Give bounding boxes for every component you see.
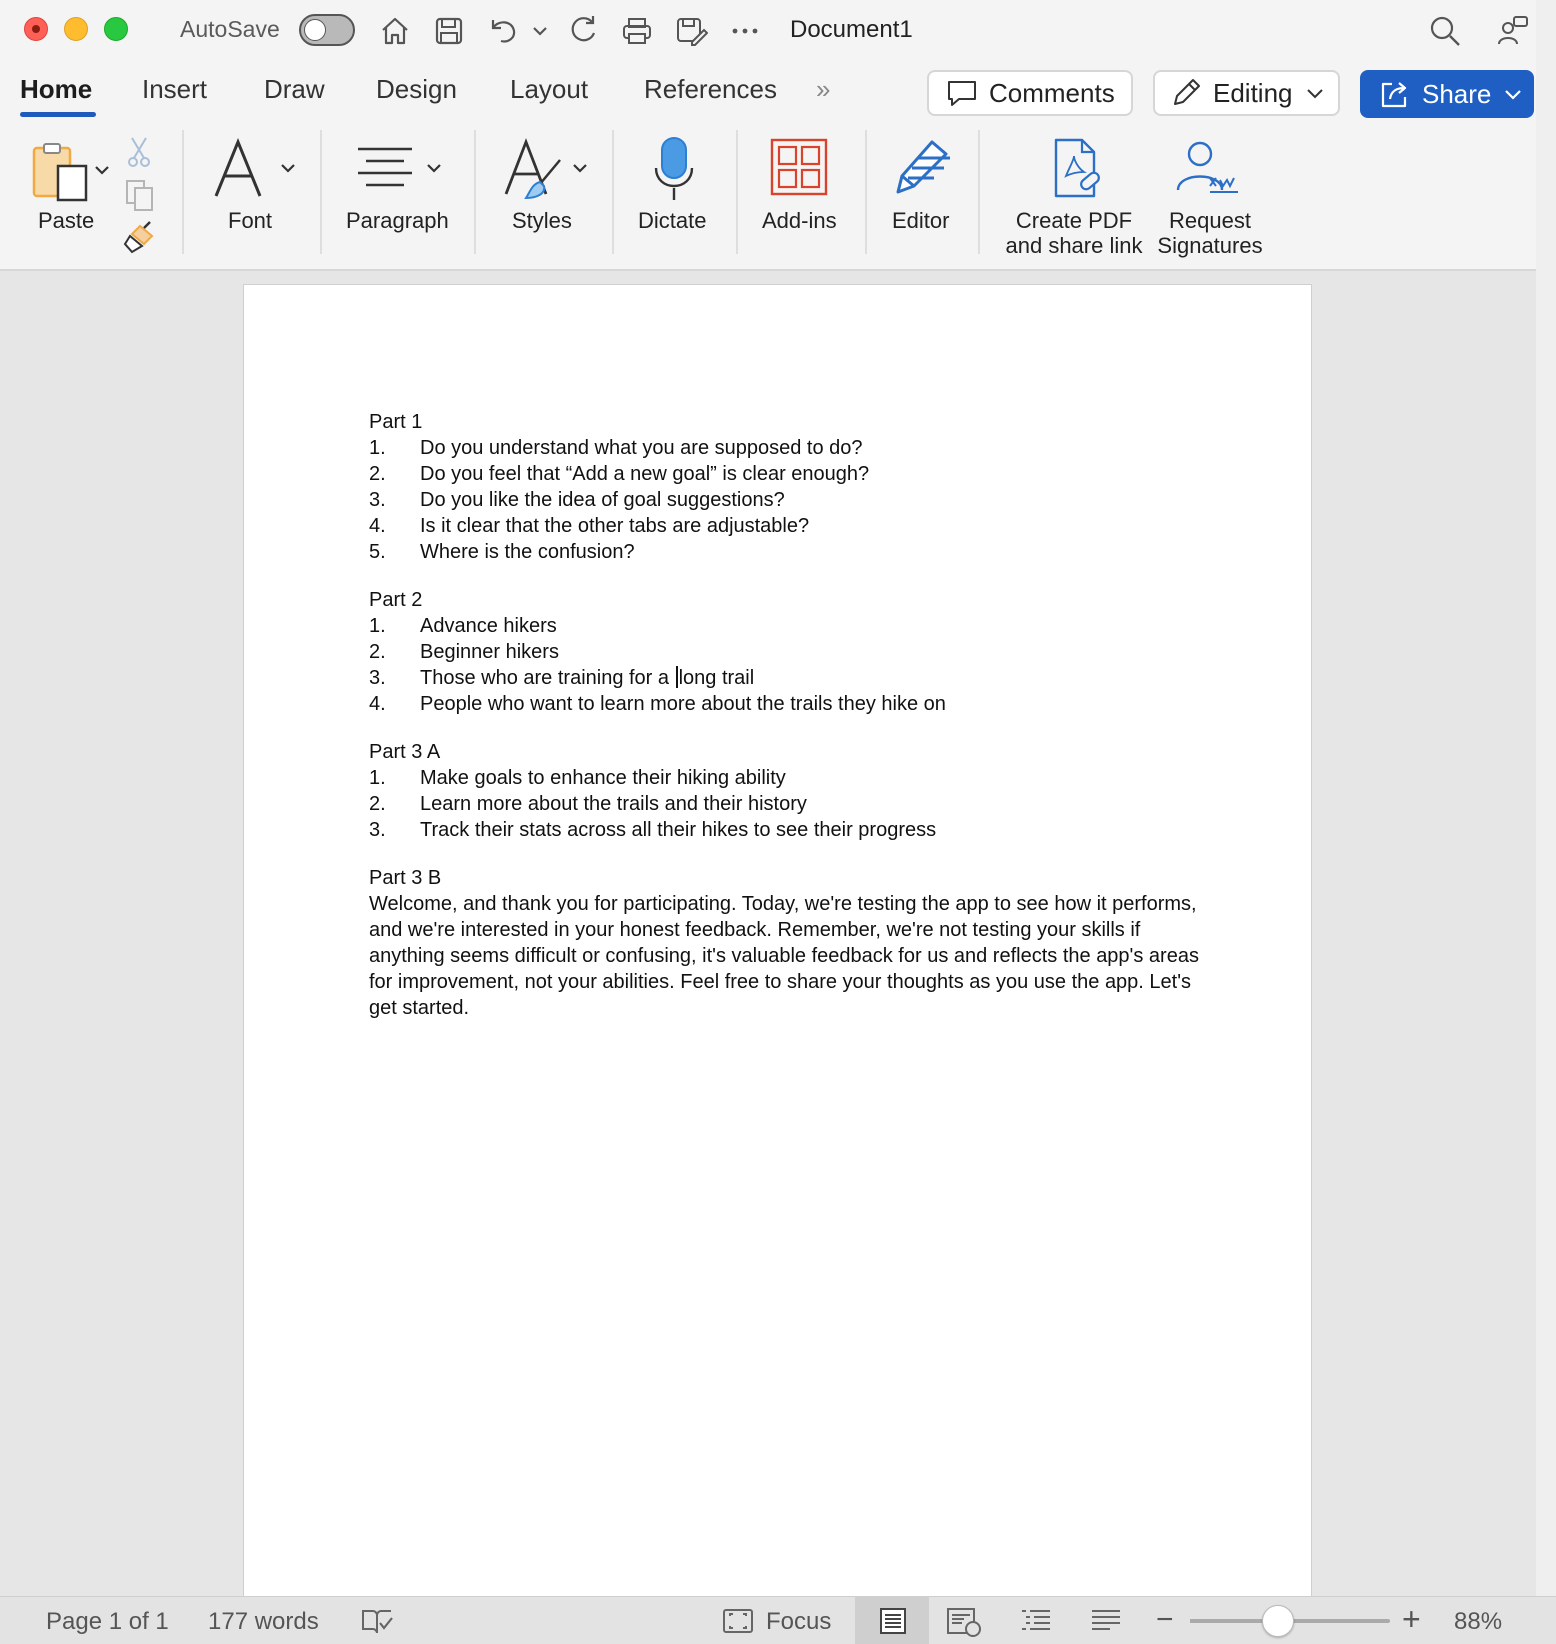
zoom-out-button[interactable]: − bbox=[1156, 1603, 1174, 1636]
list-item bbox=[369, 691, 1199, 717]
page-count[interactable]: Page 1 of 1 bbox=[46, 1608, 169, 1635]
proofing-book-icon[interactable] bbox=[360, 1607, 394, 1635]
list-number: 2. bbox=[369, 641, 386, 663]
list-text: Beginner hikers bbox=[420, 641, 559, 663]
request-signatures-line1: Request bbox=[1169, 208, 1251, 233]
list-item bbox=[369, 487, 1199, 513]
list-number: 2. bbox=[369, 463, 386, 485]
ribbon-separator bbox=[736, 130, 738, 254]
create-pdf-label bbox=[1004, 208, 1144, 258]
list-text: Do you feel that “Add a new goal” is clear enough? bbox=[420, 463, 870, 485]
comments-label: Comments bbox=[989, 77, 1115, 108]
request-signatures-label bbox=[1152, 208, 1268, 258]
comments-button[interactable] bbox=[927, 70, 1133, 116]
part-1-heading: Part 1 bbox=[369, 411, 423, 433]
pencil-icon bbox=[1169, 77, 1203, 109]
create-pdf-label-line1: Create PDF bbox=[1015, 208, 1133, 233]
add-ins-label: Add-ins bbox=[762, 208, 837, 233]
list-text: Learn more about the trails and their history bbox=[420, 793, 807, 815]
create-pdf-label-line2: and share link bbox=[1005, 233, 1143, 258]
list-number: 4. bbox=[369, 693, 386, 715]
list-text: Is it clear that the other tabs are adjustable? bbox=[420, 515, 810, 537]
document-page[interactable] bbox=[243, 284, 1312, 1624]
print-icon[interactable] bbox=[620, 14, 654, 48]
chevron-down-icon bbox=[1503, 84, 1523, 104]
tab-layout[interactable]: Layout bbox=[510, 74, 589, 104]
part-3a-heading: Part 3 A bbox=[369, 741, 441, 763]
editor-label: Editor bbox=[892, 208, 950, 233]
share-label: Share bbox=[1422, 78, 1492, 109]
zoom-slider[interactable] bbox=[1190, 1619, 1390, 1623]
part-3b-paragraph: Welcome, and thank you for participating. Today, we're testing the app to see how it performs, and we're interested in your honest feedback. Remember, we're not testing your skills if anything seems difficult or confusing, it's valuable feedback for us and reflects the app's areas for improvement, not your abilities. Feel free to share your thoughts as you use the app. Let's get started. bbox=[369, 893, 1199, 1019]
list-item bbox=[369, 765, 1199, 791]
zoom-in-button[interactable]: + bbox=[1402, 1601, 1421, 1637]
ribbon-separator bbox=[865, 130, 867, 254]
print-layout-icon bbox=[879, 1607, 907, 1635]
undo-icon[interactable] bbox=[486, 14, 520, 48]
ribbon-separator bbox=[182, 130, 184, 254]
list-item bbox=[369, 791, 1199, 817]
share-button[interactable] bbox=[1360, 70, 1534, 118]
list-item bbox=[369, 665, 1199, 691]
document-canvas bbox=[0, 271, 1556, 1596]
print-layout-view-button[interactable] bbox=[855, 1597, 929, 1644]
zoom-level[interactable]: 88% bbox=[1454, 1608, 1503, 1635]
part-2-heading: Part 2 bbox=[369, 589, 423, 611]
autosave-toggle[interactable] bbox=[299, 14, 355, 46]
list-text: Do you like the idea of goal suggestions? bbox=[420, 489, 785, 511]
list-number: 1. bbox=[369, 615, 386, 637]
more-tabs-chevron-icon[interactable]: » bbox=[816, 74, 831, 104]
list-number: 1. bbox=[369, 437, 386, 459]
autosave-label: AutoSave bbox=[180, 16, 280, 42]
search-icon[interactable] bbox=[1428, 14, 1462, 48]
document-title: Document1 bbox=[790, 16, 913, 43]
tab-insert[interactable]: Insert bbox=[142, 74, 208, 104]
list-text: Make goals to enhance their hiking ability bbox=[420, 767, 786, 789]
paragraph-align-icon[interactable] bbox=[356, 146, 414, 190]
ribbon-separator bbox=[320, 130, 322, 254]
toggle-knob bbox=[304, 19, 326, 41]
list-text bbox=[420, 665, 754, 691]
editing-mode-button[interactable] bbox=[1153, 70, 1340, 116]
list-item bbox=[369, 817, 1199, 843]
paste-label: Paste bbox=[38, 208, 95, 233]
list-text: Where is the confusion? bbox=[420, 541, 635, 563]
list-number: 3. bbox=[369, 489, 386, 511]
zoom-slider-knob[interactable] bbox=[1262, 1605, 1294, 1637]
list-item bbox=[369, 513, 1199, 539]
paste-icon[interactable] bbox=[30, 140, 90, 204]
focus-label[interactable]: Focus bbox=[766, 1608, 832, 1635]
ribbon-home bbox=[0, 128, 1556, 271]
list-text: Advance hikers bbox=[420, 615, 557, 637]
undo-dropdown-chevron-down-icon[interactable] bbox=[530, 14, 550, 48]
list-text: Do you understand what you are supposed to do? bbox=[420, 437, 863, 459]
format-painter-icon[interactable] bbox=[122, 220, 158, 256]
more-options-icon[interactable] bbox=[728, 14, 762, 48]
vertical-scrollbar[interactable] bbox=[1536, 0, 1556, 1644]
list-text: People who want to learn more about the trails they hike on bbox=[420, 693, 946, 715]
redo-icon[interactable] bbox=[566, 14, 600, 48]
styles-label: Styles bbox=[512, 208, 572, 233]
copy-icon[interactable] bbox=[124, 178, 156, 212]
status-bar bbox=[0, 1596, 1556, 1644]
font-label: Font bbox=[228, 208, 273, 233]
list-text-after-cursor: long trail bbox=[678, 667, 755, 689]
tab-home[interactable]: Home bbox=[20, 74, 93, 104]
ribbon-separator bbox=[978, 130, 980, 254]
list-item bbox=[369, 435, 1199, 461]
styles-icon[interactable] bbox=[502, 138, 570, 202]
focus-mode-icon[interactable] bbox=[722, 1607, 754, 1635]
cut-icon[interactable] bbox=[126, 136, 152, 168]
dictate-label: Dictate bbox=[638, 208, 707, 233]
list-item bbox=[369, 639, 1199, 665]
request-signatures-line2: Signatures bbox=[1157, 233, 1263, 258]
microphone-icon[interactable] bbox=[652, 136, 696, 202]
font-icon[interactable] bbox=[212, 138, 268, 200]
list-number: 3. bbox=[369, 667, 386, 689]
editor-icon[interactable] bbox=[888, 136, 954, 200]
request-signatures-icon[interactable] bbox=[1176, 140, 1242, 196]
tab-design[interactable]: Design bbox=[376, 74, 457, 104]
maximize-window-button[interactable] bbox=[104, 17, 128, 41]
save-icon[interactable] bbox=[432, 14, 466, 48]
part-2-section bbox=[369, 587, 1199, 717]
list-number: 2. bbox=[369, 793, 386, 815]
list-item bbox=[369, 539, 1199, 565]
list-number: 5. bbox=[369, 541, 386, 563]
draft-view-icon[interactable] bbox=[1090, 1607, 1122, 1635]
styles-chevron-down-icon[interactable] bbox=[570, 158, 590, 178]
paragraph-chevron-down-icon[interactable] bbox=[424, 158, 444, 178]
save-as-icon[interactable] bbox=[674, 14, 708, 48]
font-chevron-down-icon[interactable] bbox=[278, 158, 298, 178]
account-icon[interactable] bbox=[1496, 14, 1530, 48]
list-number: 1. bbox=[369, 767, 386, 789]
ribbon-separator bbox=[612, 130, 614, 254]
outline-view-icon[interactable] bbox=[1020, 1607, 1052, 1635]
ribbon-tabs bbox=[0, 62, 1556, 128]
paste-options-chevron-down-icon[interactable] bbox=[92, 160, 112, 180]
list-number: 3. bbox=[369, 819, 386, 841]
part-3a-section bbox=[369, 739, 1199, 843]
title-bar bbox=[0, 0, 1556, 62]
part-3b-heading: Part 3 B bbox=[369, 867, 442, 889]
active-tab-indicator bbox=[20, 112, 96, 117]
document-body[interactable] bbox=[369, 409, 1199, 1043]
list-number: 4. bbox=[369, 515, 386, 537]
part-3b-section bbox=[369, 865, 1199, 1021]
list-text-before-cursor: Those who are training for a bbox=[420, 667, 675, 689]
word-count[interactable]: 177 words bbox=[208, 1608, 319, 1635]
paragraph-label: Paragraph bbox=[346, 208, 449, 233]
home-icon[interactable] bbox=[378, 14, 412, 48]
list-text: Track their stats across all their hikes to see their progress bbox=[420, 819, 937, 841]
list-item bbox=[369, 613, 1199, 639]
tab-draw[interactable]: Draw bbox=[264, 74, 325, 104]
minimize-window-button[interactable] bbox=[64, 17, 88, 41]
share-icon bbox=[1378, 78, 1412, 110]
chevron-down-icon bbox=[1305, 83, 1325, 103]
create-pdf-icon[interactable] bbox=[1052, 138, 1106, 202]
editing-label: Editing bbox=[1213, 77, 1293, 108]
list-item bbox=[369, 461, 1199, 487]
tab-references[interactable]: References bbox=[644, 74, 777, 104]
web-layout-icon[interactable] bbox=[946, 1607, 982, 1637]
text-cursor bbox=[676, 666, 678, 688]
ribbon-separator bbox=[474, 130, 476, 254]
close-window-button[interactable] bbox=[24, 17, 48, 41]
comment-icon bbox=[945, 78, 979, 108]
add-ins-icon[interactable] bbox=[770, 138, 828, 196]
part-1-section bbox=[369, 409, 1199, 565]
